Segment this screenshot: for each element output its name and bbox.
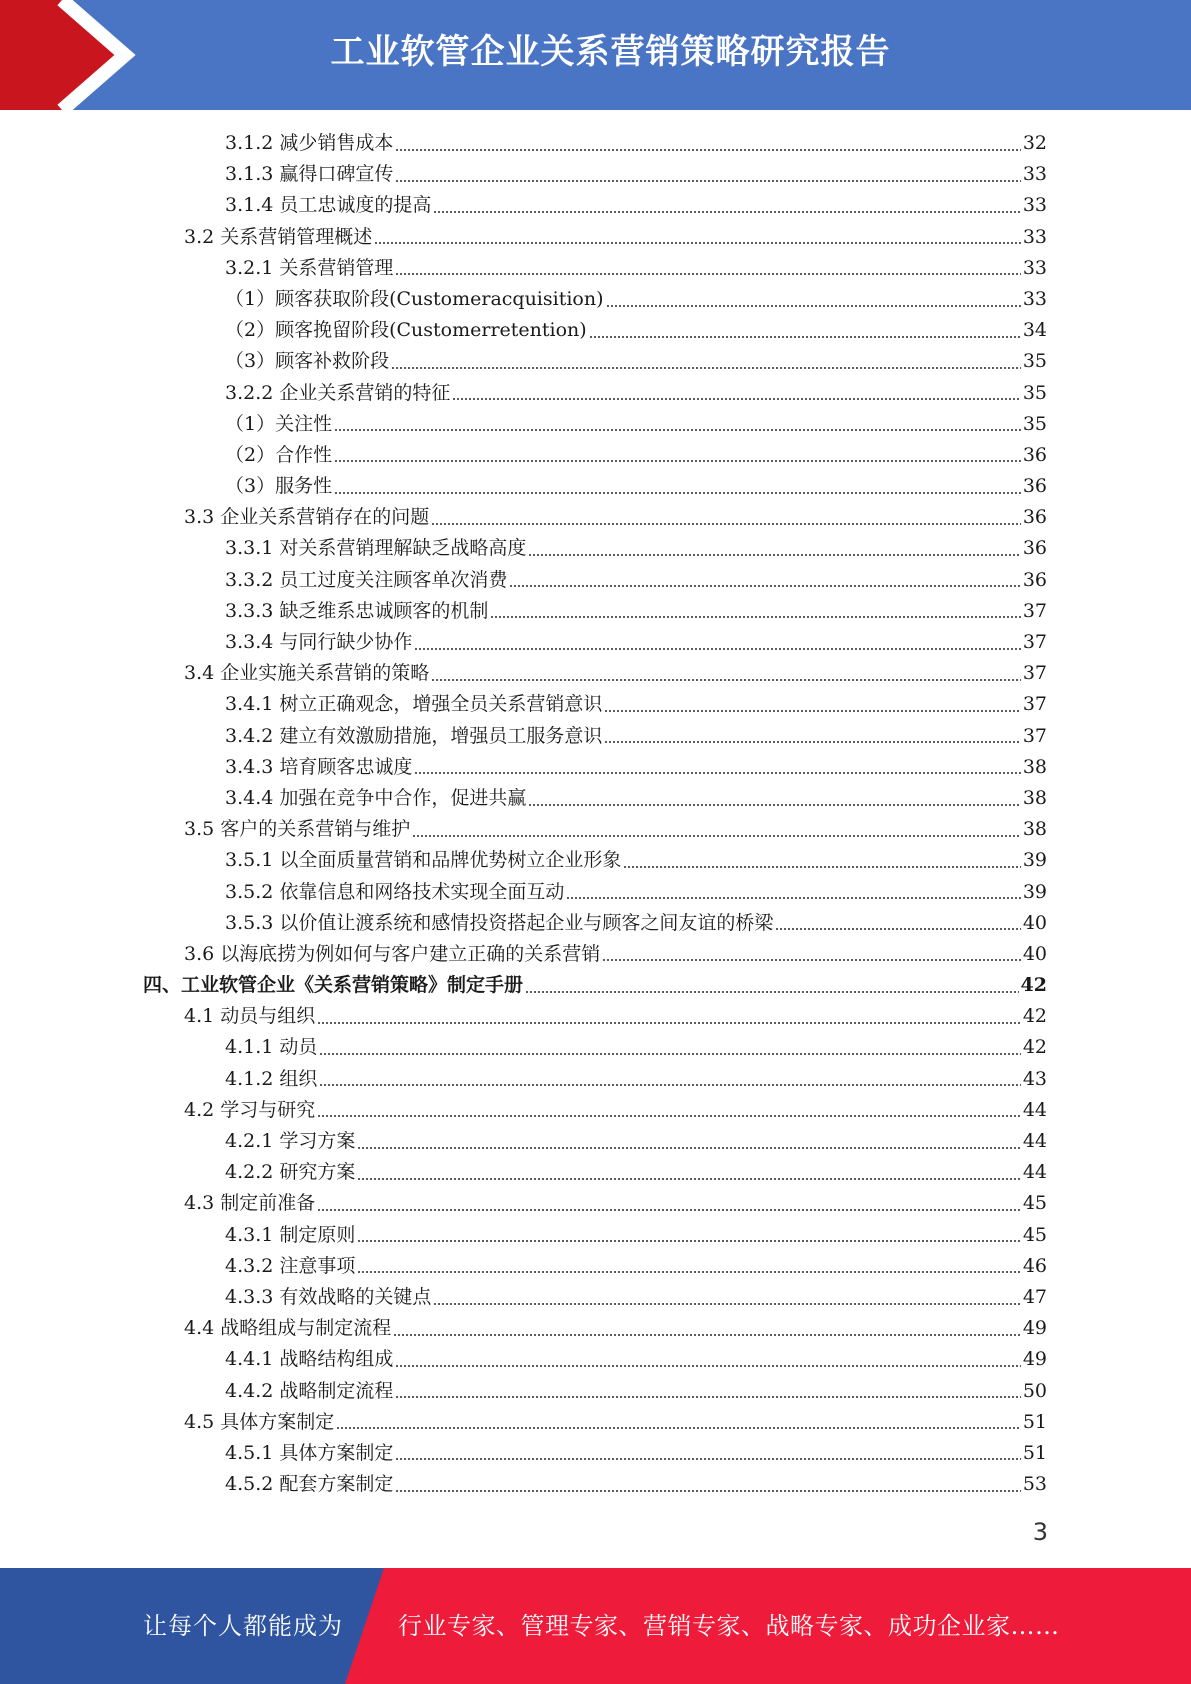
page-footer: [0, 1568, 1191, 1684]
toc-entry-page: 51: [1022, 1441, 1047, 1464]
toc-entry-page: 43: [1022, 1067, 1047, 1090]
toc-entry-page: 37: [1022, 599, 1047, 622]
toc-entry-label: 3.3.4 与同行缺少协作: [225, 631, 413, 653]
toc-entry[interactable]: [0, 1188, 1047, 1219]
toc-entry[interactable]: [0, 159, 1047, 190]
toc-entry-page: 35: [1022, 350, 1047, 373]
toc-entry-label: 3.1.4 员工忠诚度的提高: [225, 194, 432, 217]
toc-leader-dots: [334, 492, 1021, 494]
toc-entry-label: 4.5.2 配套方案制定: [225, 1473, 394, 1496]
toc-entry-label: 4.2.1 学习方案: [225, 1130, 356, 1152]
toc-entry[interactable]: [0, 845, 1047, 876]
toc-entry-page: 39: [1022, 880, 1047, 903]
toc-entry-page: 49: [1022, 1348, 1047, 1371]
footer-slogan-left: 让每个人都能成为: [143, 1612, 343, 1640]
toc-entry-page: 42: [1022, 1005, 1047, 1028]
toc-entry-page: 33: [1022, 256, 1047, 279]
toc-entry[interactable]: [0, 596, 1047, 627]
toc-entry-label: 3.5.2 依靠信息和网络技术实现全面互动: [225, 880, 565, 903]
toc-entry-label: 3.4.3 培育顾客忠诚度: [225, 755, 413, 778]
toc-entry-page: 33: [1022, 287, 1047, 310]
toc-leader-dots: [412, 835, 1021, 837]
toc-leader-dots: [395, 1365, 1020, 1367]
toc-leader-dots: [525, 991, 1019, 993]
toc-leader-dots: [528, 554, 1020, 556]
toc-entry[interactable]: [0, 627, 1047, 658]
toc-entry[interactable]: [0, 533, 1047, 564]
toc-leader-dots: [509, 585, 1020, 587]
toc-entry[interactable]: [0, 939, 1047, 970]
toc-leader-dots: [606, 305, 1021, 307]
toc-entry[interactable]: [0, 502, 1047, 533]
toc-entry[interactable]: [0, 658, 1047, 689]
toc-entry[interactable]: [0, 814, 1047, 845]
toc-entry[interactable]: [0, 222, 1047, 253]
toc-entry[interactable]: [0, 440, 1047, 471]
toc-entry-label: 3.3 企业关系营销存在的问题: [184, 506, 430, 529]
toc-entry-page: 33: [1022, 163, 1047, 186]
toc-entry[interactable]: [0, 1251, 1047, 1282]
toc-leader-dots: [414, 648, 1020, 650]
toc-leader-dots: [395, 180, 1020, 182]
toc-entry-page: 36: [1022, 443, 1047, 466]
toc-entry[interactable]: [0, 346, 1047, 377]
toc-entry[interactable]: [0, 1126, 1047, 1157]
toc-entry-label: 四、工业软管企业《关系营销策略》制定手册: [143, 974, 524, 997]
toc-entry[interactable]: [0, 783, 1047, 814]
toc-entry[interactable]: [0, 908, 1047, 939]
toc-leader-dots: [319, 1084, 1020, 1086]
toc-leader-dots: [357, 1240, 1020, 1242]
toc-leader-dots: [589, 336, 1021, 338]
toc-entry-page: 36: [1022, 537, 1047, 560]
toc-entry-label: 3.3.3 缺乏维系忠诚顾客的机制: [225, 599, 489, 622]
toc-leader-dots: [566, 897, 1020, 899]
toc-leader-dots: [490, 616, 1020, 618]
toc-entry-page: 37: [1022, 631, 1047, 653]
toc-entry-page: 36: [1022, 506, 1047, 529]
toc-entry[interactable]: [0, 253, 1047, 284]
toc-entry-label: 4.2 学习与研究: [184, 1098, 316, 1121]
toc-leader-dots: [395, 273, 1020, 275]
toc-entry-page: 42: [1022, 1036, 1047, 1059]
toc-leader-dots: [395, 1490, 1020, 1492]
toc-entry-page: 35: [1022, 381, 1047, 404]
toc-entry[interactable]: [0, 565, 1047, 596]
toc-entry-page: 50: [1022, 1379, 1047, 1402]
toc-entry-page: 33: [1022, 194, 1047, 217]
toc-entry-page: 37: [1022, 724, 1047, 747]
toc-entry-label: 4.3.1 制定原则: [225, 1223, 356, 1246]
toc-entry[interactable]: [0, 689, 1047, 720]
toc-leader-dots: [452, 398, 1020, 400]
toc-entry-label: 3.3.1 对关系营销理解缺乏战略高度: [225, 537, 527, 560]
toc-entry[interactable]: [0, 1469, 1047, 1500]
toc-entry[interactable]: [0, 1095, 1047, 1126]
toc-entry-label: 4.4.1 战略结构组成: [225, 1348, 394, 1371]
toc-leader-dots: [336, 1427, 1021, 1429]
toc-entry-page: 46: [1022, 1254, 1047, 1277]
toc-entry[interactable]: [0, 471, 1047, 502]
toc-entry-label: （1）顾客获取阶段(Customeracquisition): [225, 287, 604, 310]
toc-entry-label: 3.1.3 赢得口碑宣传: [225, 163, 394, 186]
toc-entry-page: 39: [1022, 849, 1047, 872]
toc-leader-dots: [528, 804, 1020, 806]
toc-entry[interactable]: [0, 190, 1047, 221]
toc-leader-dots: [602, 959, 1021, 961]
toc-entry-label: 4.4 战略组成与制定流程: [184, 1317, 392, 1340]
toc-entry-label: 3.3.2 员工过度关注顾客单次消费: [225, 568, 508, 591]
toc-entry-label: 4.2.2 研究方案: [225, 1161, 356, 1184]
toc-entry-page: 37: [1022, 693, 1047, 716]
toc-entry-label: 4.1.1 动员: [225, 1036, 318, 1059]
toc-entry[interactable]: [0, 1407, 1047, 1438]
toc-entry-label: 4.3 制定前准备: [184, 1192, 316, 1215]
toc-entry-label: 3.5.1 以全面质量营销和品牌优势树立企业形象: [225, 849, 622, 872]
toc-entry-page: 45: [1022, 1223, 1047, 1246]
toc-entry[interactable]: [0, 1282, 1047, 1313]
toc-entry-label: （2）顾客挽留阶段(Customerretention): [225, 319, 587, 342]
toc-entry-page: 38: [1022, 786, 1047, 809]
toc-leader-dots: [391, 367, 1021, 369]
toc-entry-label: 4.5.1 具体方案制定: [225, 1441, 394, 1464]
page-header: [0, 0, 1191, 110]
toc-entry[interactable]: [0, 128, 1047, 159]
toc-entry[interactable]: [0, 1376, 1047, 1407]
toc-entry-label: 3.2.2 企业关系营销的特征: [225, 381, 451, 404]
toc-entry-label: 3.4.1 树立正确观念，增强全员关系营销意识: [225, 693, 603, 716]
toc-entry-label: 4.4.2 战略制定流程: [225, 1379, 394, 1402]
toc-entry-page: 40: [1022, 942, 1047, 965]
toc-entry-page: 44: [1022, 1130, 1047, 1152]
toc-leader-dots: [319, 1053, 1020, 1055]
table-of-contents: [0, 128, 1191, 1500]
toc-entry-label: 4.3.3 有效战略的关键点: [225, 1285, 432, 1308]
toc-leader-dots: [604, 710, 1020, 712]
toc-entry-label: 3.4.4 加强在竞争中合作，促进共赢: [225, 786, 527, 809]
toc-entry-label: （3）服务性: [225, 475, 333, 498]
toc-entry-page: 36: [1022, 568, 1047, 591]
toc-leader-dots: [317, 1209, 1021, 1211]
toc-entry[interactable]: [0, 1313, 1047, 1344]
toc-entry-page: 32: [1022, 132, 1047, 154]
toc-entry[interactable]: [0, 284, 1047, 315]
toc-leader-dots: [374, 242, 1021, 244]
toc-leader-dots: [431, 523, 1021, 525]
toc-entry-page: 34: [1022, 319, 1047, 342]
toc-entry-page: 51: [1022, 1410, 1047, 1433]
toc-leader-dots: [431, 679, 1021, 681]
toc-entry-label: （3）顾客补救阶段: [225, 350, 390, 373]
toc-entry-label: 3.5.3 以价值让渡系统和感情投资搭起企业与顾客之间友谊的桥梁: [225, 911, 774, 934]
toc-entry-label: 3.4 企业实施关系营销的策略: [184, 662, 430, 685]
toc-entry-label: 3.2 关系营销管理概述: [184, 225, 373, 248]
toc-entry-page: 38: [1022, 818, 1047, 841]
toc-entry-label: 4.5 具体方案制定: [184, 1410, 335, 1433]
toc-entry-label: （1）关注性: [225, 412, 333, 435]
toc-leader-dots: [395, 1396, 1020, 1398]
toc-entry-label: 4.1 动员与组织: [184, 1005, 316, 1028]
toc-entry-page: 33: [1022, 225, 1047, 248]
toc-leader-dots: [357, 1178, 1020, 1180]
toc-entry[interactable]: [0, 1157, 1047, 1188]
toc-entry[interactable]: [0, 1032, 1047, 1063]
toc-leader-dots: [317, 1115, 1021, 1117]
toc-entry-page: 44: [1022, 1098, 1047, 1121]
toc-entry[interactable]: [0, 877, 1047, 908]
toc-entry-page: 44: [1022, 1161, 1047, 1184]
footer-slogan-right: 行业专家、管理专家、营销专家、战略专家、成功企业家……: [398, 1612, 1060, 1640]
toc-entry[interactable]: [0, 752, 1047, 783]
toc-entry[interactable]: [0, 1064, 1047, 1095]
toc-leader-dots: [433, 211, 1020, 213]
toc-entry-label: 3.6 以海底捞为例如何与客户建立正确的关系营销: [184, 942, 601, 965]
toc-entry-label: 3.5 客户的关系营销与维护: [184, 818, 411, 841]
document-title: 工业软管企业关系营销策略研究报告: [330, 32, 891, 72]
toc-leader-dots: [317, 1022, 1021, 1024]
toc-leader-dots: [604, 741, 1020, 743]
toc-leader-dots: [334, 460, 1021, 462]
toc-leader-dots: [395, 1458, 1020, 1460]
toc-entry-page: 42: [1020, 974, 1047, 997]
toc-entry-page: 35: [1022, 412, 1047, 435]
toc-entry[interactable]: [0, 1001, 1047, 1032]
toc-entry-label: 3.2.1 关系营销管理: [225, 256, 394, 279]
toc-entry[interactable]: [0, 1220, 1047, 1251]
toc-entry[interactable]: [0, 1438, 1047, 1469]
toc-leader-dots: [414, 772, 1020, 774]
toc-entry-page: 45: [1022, 1192, 1047, 1215]
toc-entry[interactable]: [0, 721, 1047, 752]
toc-leader-dots: [623, 866, 1020, 868]
toc-entry-page: 36: [1022, 475, 1047, 498]
toc-entry-page: 38: [1022, 755, 1047, 778]
toc-entry[interactable]: [0, 378, 1047, 409]
toc-leader-dots: [775, 928, 1020, 930]
toc-entry-page: 53: [1022, 1473, 1047, 1496]
toc-leader-dots: [334, 429, 1021, 431]
toc-entry-label: （2）合作性: [225, 443, 333, 466]
page-number: 3: [1032, 1518, 1048, 1546]
toc-entry-label: 4.3.2 注意事项: [225, 1254, 356, 1277]
toc-entry-label: 3.4.2 建立有效激励措施，增强员工服务意识: [225, 724, 603, 747]
toc-entry-page: 37: [1022, 662, 1047, 685]
toc-leader-dots: [433, 1303, 1020, 1305]
toc-entry-page: 47: [1022, 1285, 1047, 1308]
toc-entry[interactable]: [0, 409, 1047, 440]
toc-entry-page: 49: [1022, 1317, 1047, 1340]
toc-entry[interactable]: [0, 970, 1047, 1001]
toc-entry-label: 3.1.2 减少销售成本: [225, 132, 394, 154]
toc-entry-label: 4.1.2 组织: [225, 1067, 318, 1090]
toc-entry[interactable]: [0, 1344, 1047, 1375]
toc-leader-dots: [395, 149, 1020, 151]
toc-entry[interactable]: [0, 315, 1047, 346]
toc-leader-dots: [393, 1334, 1021, 1336]
toc-leader-dots: [357, 1147, 1020, 1149]
toc-leader-dots: [357, 1271, 1020, 1273]
toc-entry-page: 40: [1022, 911, 1047, 934]
